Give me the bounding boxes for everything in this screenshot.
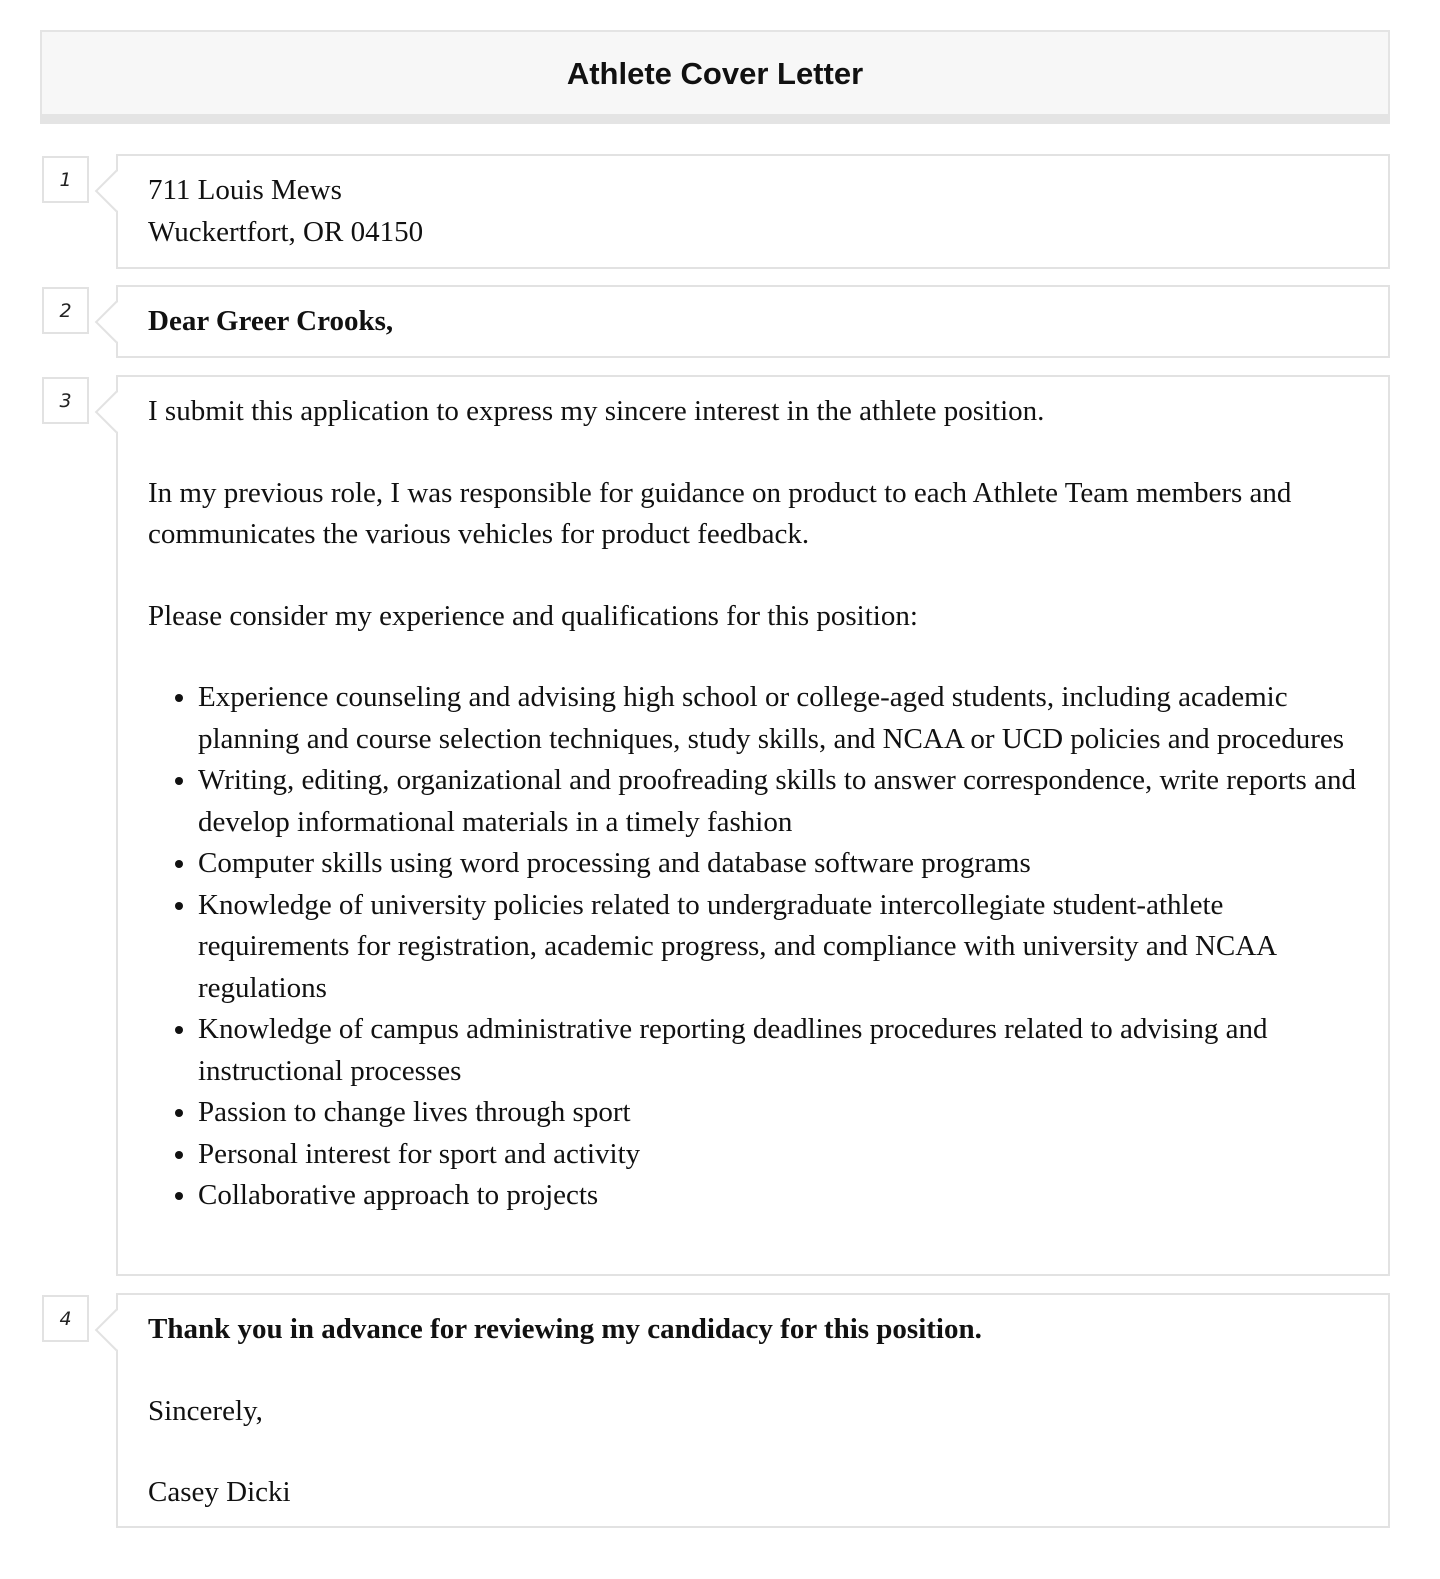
list-item: • Collaborative approach to projects xyxy=(198,1175,1358,1217)
address-line-1: 711 Louis Mews xyxy=(148,174,342,206)
list-item: • Computer skills using word processing and database software programs xyxy=(198,843,1358,885)
address-line-2: Wuckertfort, OR 04150 xyxy=(148,215,424,248)
list-item: • Knowledge of university policies related to undergraduate intercollegiate student-athlete requirements for registration, academic progress, and compliance with university and NCAA regulations xyxy=(198,885,1358,1010)
closing-section xyxy=(116,1293,1390,1528)
section-number-2: 2 xyxy=(42,287,89,334)
address-section xyxy=(116,154,1390,269)
list-item: • Passion to change lives through sport xyxy=(198,1092,1358,1134)
qualifications-list xyxy=(148,677,1358,1217)
body-section xyxy=(116,375,1390,1276)
section-number-4: 4 xyxy=(42,1295,89,1342)
closing: Sincerely, xyxy=(148,1394,263,1427)
salutation: Dear Greer Crooks, xyxy=(148,305,394,337)
previous-role-paragraph: In my previous role, I was responsible for guidance on product to each Athlete Team members and communicates the various vehicles for product feedback. xyxy=(148,476,1292,550)
list-item: • Writing, editing, organizational and proofreading skills to answer correspondence, write reports and develop informational materials in a timely fashion xyxy=(198,760,1358,843)
list-item: • Knowledge of campus administrative reporting deadlines procedures related to advising and instructional processes xyxy=(198,1009,1358,1092)
section-number-1: 1 xyxy=(42,156,89,203)
consider-paragraph: Please consider my experience and qualifications for this position: xyxy=(148,599,918,632)
signature: Casey Dicki xyxy=(148,1476,291,1508)
page-title: Athlete Cover Letter xyxy=(566,56,864,91)
page-header xyxy=(40,30,1390,124)
list-item: • Experience counseling and advising high school or college-aged students, including academic planning and course selection techniques, study skills, and NCAA or UCD policies and procedures xyxy=(198,677,1358,760)
section-number-3: 3 xyxy=(42,377,89,424)
thanks-paragraph: Thank you in advance for reviewing my candidacy for this position. xyxy=(148,1313,982,1345)
intro-paragraph: I submit this application to express my sincere interest in the athlete position. xyxy=(148,395,1045,427)
salutation-section xyxy=(116,285,1390,358)
list-item: • Personal interest for sport and activity xyxy=(198,1134,1358,1176)
